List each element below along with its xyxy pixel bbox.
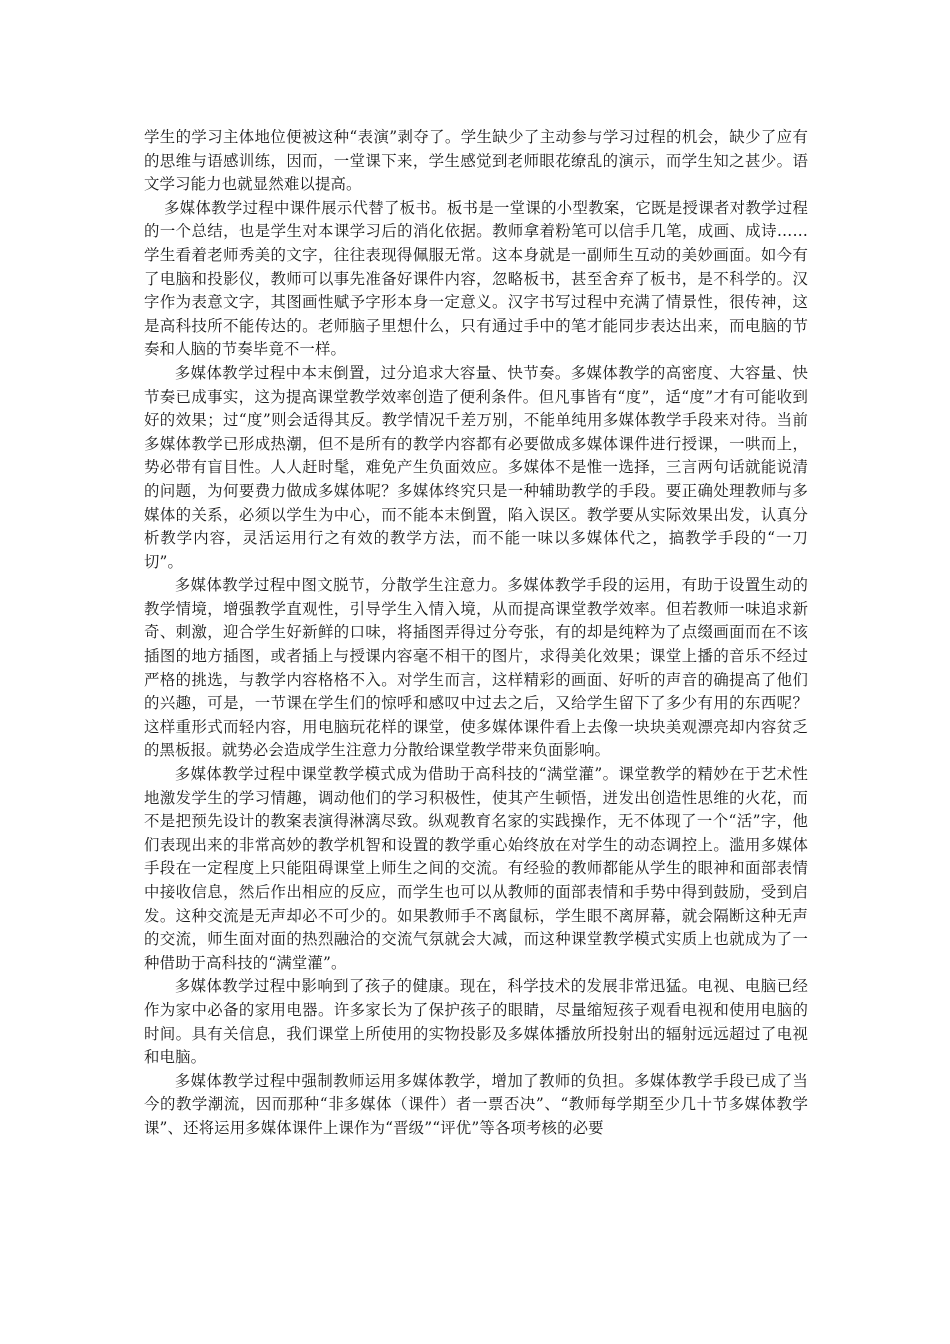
paragraph-6: 多媒体教学过程中影响到了孩子的健康。现在，科学技术的发展非常迅猛。电视、电脑已经作为家中必备的家用电器。许多家长为了保护孩子的眼睛，尽量缩短孩子观看电视和使用电脑的时间。具有关信息，我们课堂上所使用的实物投影及多媒体播放所投射出的辐射远远超过了电视和电脑。 [144,977,808,1067]
paragraph-4: 多媒体教学过程中图文脱节，分散学生注意力。多媒体教学手段的运用，有助于设置生动的教学情境，增强教学直观性，引导学生入情入境，从而提高课堂教学效率。但若教师一味追求新奇、刺激，迎合学生好新鲜的口味，将插图弄得过分夸张，有的却是纯粹为了点缀画面而在不该插图的地方插图，或者插上与授课内容毫不相干的图片，求得美化效果；课堂上播的音乐不经过严格的挑选，与教学内容格格不入。对学生而言，这样精彩的画面、好听的声音的确提高了他们的兴趣，可是，一节课在学生们的惊呼和感叹中过去之后，又给学生留下了多少有用的东西呢？这样重形式而轻内容，用电脑玩花样的课堂，使多媒体课件看上去像一块块美观漂亮却内容贫乏的黑板报。就势必会造成学生注意力分散给课堂教学带来负面影响。 [144,576,808,760]
paragraph-1: 学生的学习主体地位便被这种“表演”剥夺了。学生缺少了主动参与学习过程的机会，缺少了应有的思维与语感训练，因而，一堂课下来，学生感觉到老师眼花缭乱的演示，而学生知之甚少。语文学习能力也就显然难以提高。 [144,128,808,194]
document-body [144,126,808,1141]
paragraph-3: 多媒体教学过程中本末倒置，过分追求大容量、快节奏。多媒体教学的高密度、大容量、快节奏已成事实，这为提高课堂教学效率创造了便利条件。但凡事皆有“度”，适“度”才有可能收到好的效果；过“度”则会适得其反。教学情况千差万别，不能单纯用多媒体教学手段来对待。当前多媒体教学已形成热潮，但不是所有的教学内容都有必要做成多媒体课件进行授课，一哄而上，势必带有盲目性。人人赶时髦，难免产生负面效应。多媒体不是惟一选择，三言两句话就能说清的问题，为何要费力做成多媒体呢？多媒体终究只是一种辅助教学的手段。要正确处理教师与多媒体的关系，必须以学生为中心，而不能本末倒置，陷入误区。教学要从实际效果出发，认真分析教学内容，灵活运用行之有效的教学方法，而不能一味以多媒体代之，搞教学手段的“一刀切”。 [144,363,808,571]
paragraph-2: 多媒体教学过程中课件展示代替了板书。板书是一堂课的小型教案，它既是授课者对教学过程的一个总结，也是学生对本课学习后的消化依据。教师拿着粉笔可以信手几笔，成画、成诗……学生看着老师秀美的文字，往往表现得佩服无常。这本身就是一副师生互动的美妙画面。如今有了电脑和投影仪，教师可以事先准备好课件内容，忽略板书，甚至舍弃了板书，是不科学的。汉字作为表意文字，其图画性赋予字形本身一定意义。汉字书写过程中充满了情景性，很传神，这是高科技所不能传达的。老师脑子里想什么，只有通过手中的笔才能同步表达出来，而电脑的节奏和人脑的节奏毕竟不一样。 [144,198,808,359]
paragraph-7: 多媒体教学过程中强制教师运用多媒体教学，增加了教师的负担。多媒体教学手段已成了当今的教学潮流，因而那种“非多媒体（课件）者一票否决”、“教师每学期至少几十节多媒体教学课”、还将运用多媒体课件上课作为“晋级”“评优”等各项考核的必要 [144,1071,808,1137]
paragraph-5: 多媒体教学过程中课堂教学模式成为借助于高科技的“满堂灌”。课堂教学的精妙在于艺术性地激发学生的学习情趣，调动他们的学习积极性，使其产生顿悟，迸发出创造性思维的火花，而不是把预先设计的教案表演得淋漓尽致。纵观教育名家的实践操作，无不体现了一个“活”字，他们表现出来的非常高妙的教学机智和设置的教学重心始终放在对学生的动态调控上。滥用多媒体手段在一定程度上只能阻碍课堂上师生之间的交流。有经验的教师都能从学生的眼神和面部表情中接收信息，然后作出相应的反应，而学生也可以从教师的面部表情和手势中得到鼓励，受到启发。这种交流是无声却必不可少的。如果教师手不离鼠标，学生眼不离屏幕，就会隔断这种无声的交流，师生面对面的热烈融洽的交流气氛就会大减，而这种课堂教学模式实质上也就成为了一种借助于高科技的“满堂灌”。 [144,765,808,972]
